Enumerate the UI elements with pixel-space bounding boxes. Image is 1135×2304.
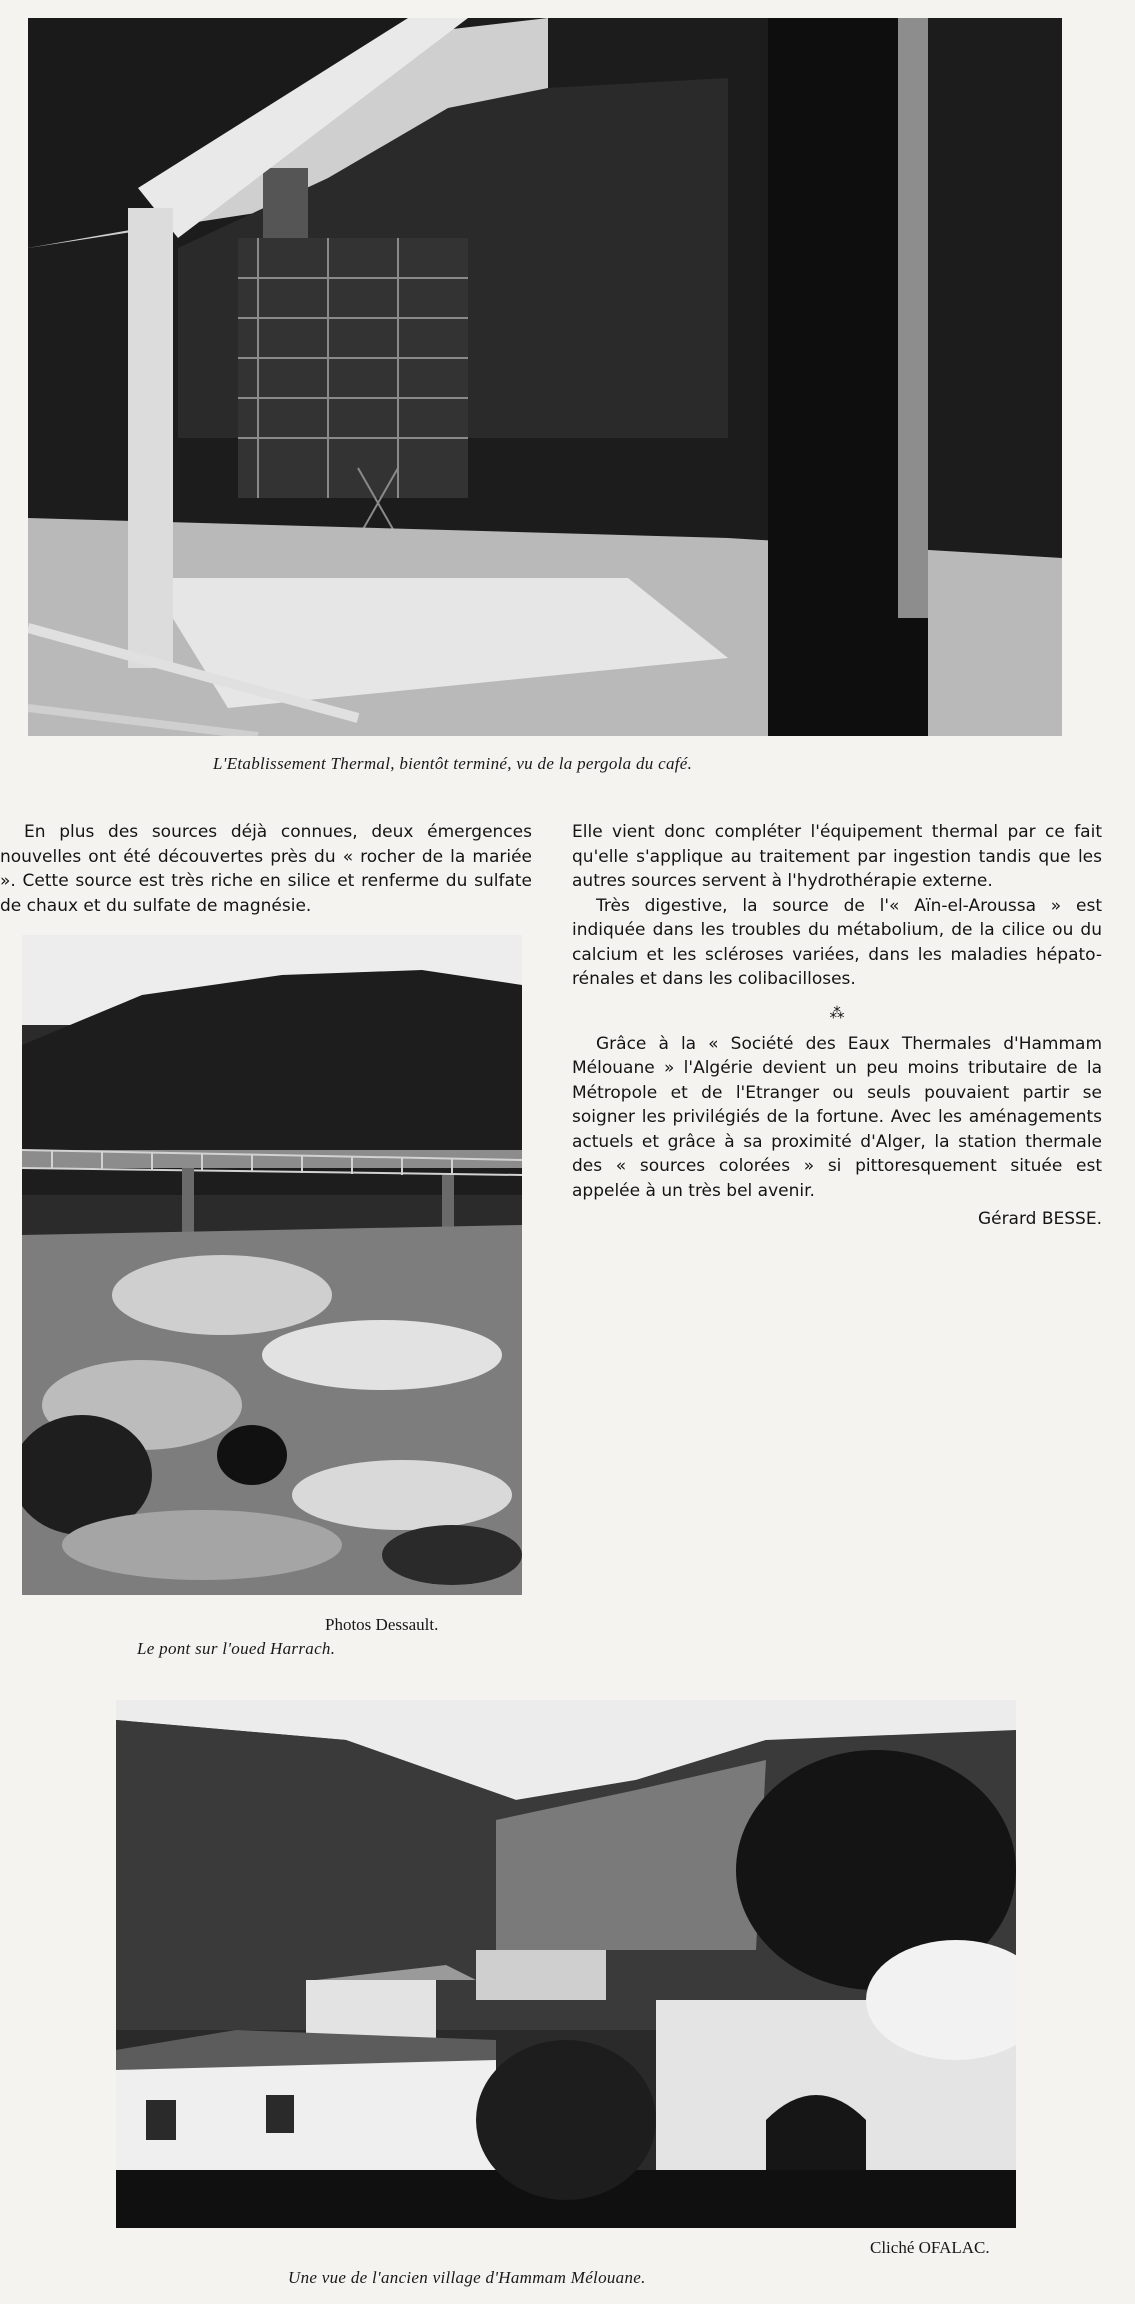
- article-paragraph: Elle vient donc compléter l'équipement thermal par ce fait qu'elle s'applique au traitement par ingestion tandis que les autres sources servent à l'hydrothérapie externe.: [572, 822, 1102, 891]
- article-paragraph: En plus des sources déjà connues, deux émergences nouvelles ont été découvertes près du « rocher de la mariée ». Cette source est très riche en silice et renferme du sulfate de chaux et du sulfate de magnésie.: [0, 822, 532, 916]
- photo-thermal-establishment: [28, 18, 1062, 736]
- article-right-column: [572, 820, 1102, 1232]
- photo-old-village: [116, 1700, 1016, 2228]
- article-paragraph: Grâce à la « Société des Eaux Thermales d'Hammam Mélouane » l'Algérie devient un peu moins tributaire de la Métropole et de l'Etranger ou seuls pouvaient partir se soigner les privilégiés de la fortune. Avec les aménagements actuels et grâce à sa proximité d'Alger, la station thermale des « sources colorées » si pittoresquement située est appelée à un très bel avenir.: [572, 1033, 1102, 1201]
- article-left-column: [0, 820, 532, 918]
- asterism-divider: ⁂: [829, 1003, 845, 1022]
- article-paragraph: Très digestive, la source de l'« Aïn-el-Aroussa » est indiquée dans les troubles du métabolium, de la cilice ou du calcium et les scléroses variées, dans les maladies hépato-rénales et dans les colibacilloses.: [572, 895, 1102, 989]
- author-signature: Gérard BESSE.: [977, 1209, 1102, 1229]
- photo-bridge: [22, 935, 522, 1595]
- photo2-credit: Photos Dessault.: [325, 1615, 439, 1634]
- photo3-credit: Cliché OFALAC.: [870, 2238, 990, 2257]
- photo2-caption: Le pont sur l'oued Harrach.: [137, 1639, 336, 1658]
- photo3-caption: Une vue de l'ancien village d'Hammam Mélouane.: [288, 2268, 646, 2287]
- photo1-caption: L'Etablissement Thermal, bientôt terminé, vu de la pergola du café.: [213, 754, 693, 773]
